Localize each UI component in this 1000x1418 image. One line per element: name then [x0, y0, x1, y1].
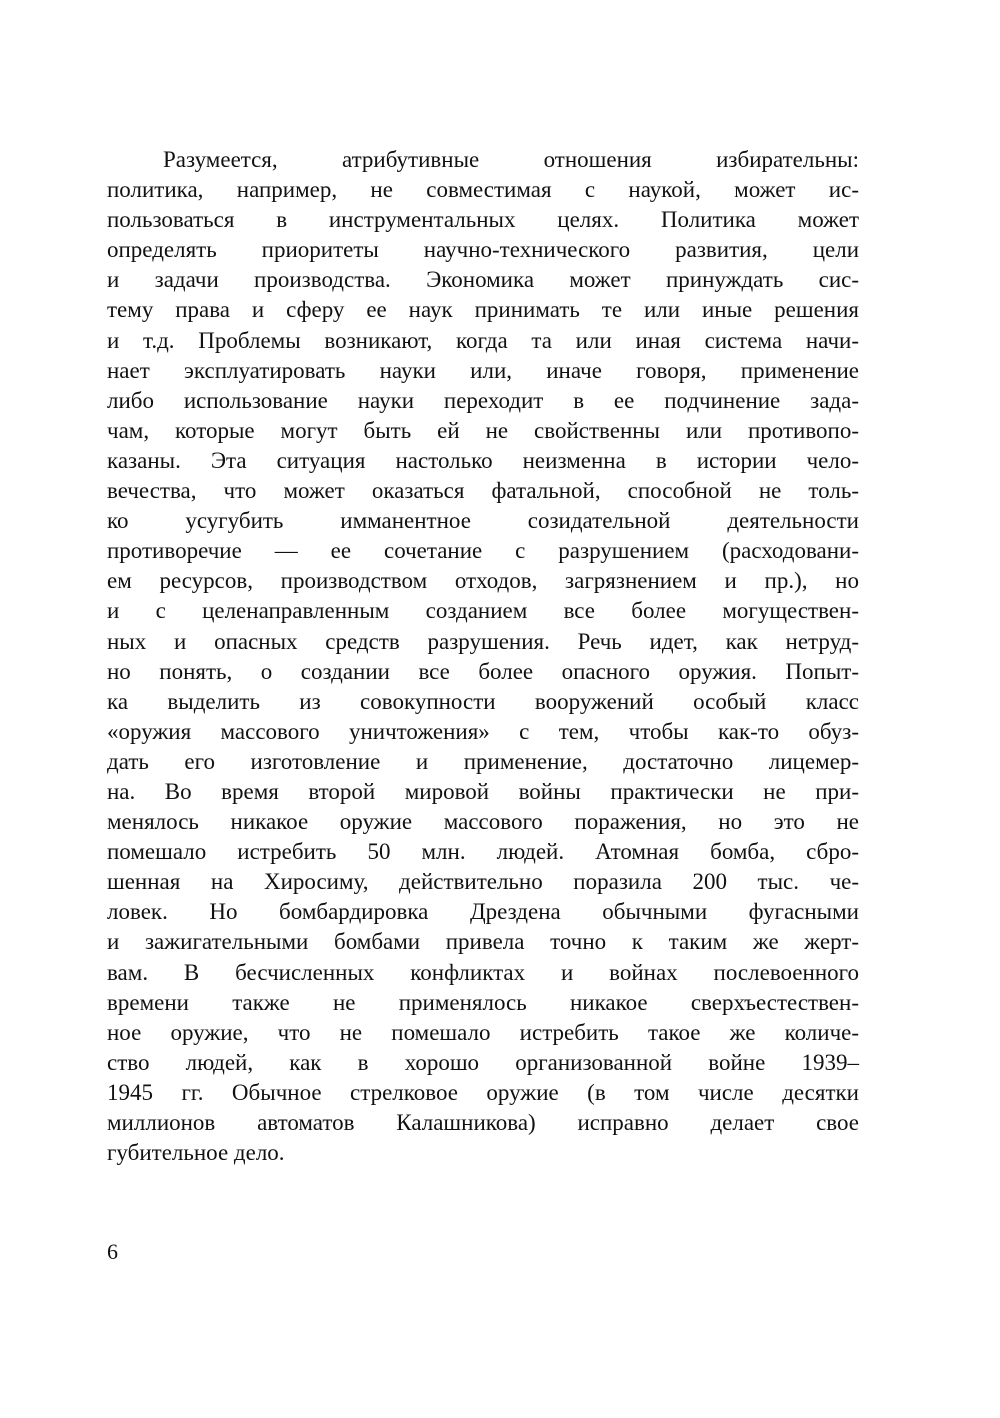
body-paragraph	[107, 145, 859, 1168]
page-number: 6	[107, 1239, 118, 1264]
text-line: ко усугубить имманентное созидательной деятельности	[107, 508, 859, 534]
text-line: миллионов автоматов Калашникова) исправно делает свое	[107, 1110, 859, 1135]
text-line: политика, например, не совместимая с наукой, может ис-	[107, 177, 859, 203]
text-line: ных и опасных средств разрушения. Речь идет, как нетруд-	[107, 628, 859, 654]
text-line: либо использование науки переходит в ее подчинение зада-	[107, 387, 859, 413]
text-line: ка выделить из совокупности вооружений особый класс	[107, 688, 859, 714]
text-line: тему права и сферу ее наук принимать те или иные решения	[107, 297, 859, 323]
text-line: дать его изготовление и применение, достаточно лицемер-	[107, 748, 859, 774]
text-line: казаны. Эта ситуация настолько неизменна в истории чело-	[107, 447, 859, 473]
text-line: ство людей, как в хорошо организованной войне 1939–	[107, 1049, 859, 1075]
text-line: на. Во время второй мировой войны практически не при-	[107, 778, 859, 804]
text-line: ловек. Но бомбардировка Дрездена обычными фугасными	[107, 899, 859, 925]
text-line: нает эксплуатировать науки или, иначе говоря, применение	[107, 357, 859, 383]
text-line: Разумеется, атрибутивные отношения избирательны:	[163, 147, 859, 172]
text-line: помешало истребить 50 млн. людей. Атомная бомба, сбро-	[107, 839, 859, 865]
text-line: губительное дело.	[107, 1140, 285, 1166]
text-line: пользоваться в инструментальных целях. Политика может	[107, 207, 859, 233]
text-line: определять приоритеты научно-технического развития, цели	[107, 237, 859, 263]
text-line: вечества, что может оказаться фатальной, способной не толь-	[107, 478, 859, 504]
text-line: ное оружие, что не помешало истребить такое же количе-	[107, 1019, 859, 1045]
text-line: ем ресурсов, производством отходов, загрязнением и пр.), но	[107, 568, 859, 594]
text-line: времени также не применялось никакое сверхъестествен-	[107, 989, 859, 1015]
text-line: «оружия массового уничтожения» с тем, чтобы как-то обуз-	[107, 718, 859, 744]
text-line: и задачи производства. Экономика может принуждать сис-	[107, 267, 859, 293]
text-line: но понять, о создании все более опасного оружия. Попыт-	[107, 658, 859, 684]
text-line: чам, которые могут быть ей не свойственны или противопо-	[107, 417, 859, 443]
text-line: вам. В бесчисленных конфликтах и войнах послевоенного	[107, 959, 859, 985]
text-line: 1945 гг. Обычное стрелковое оружие (в том числе десятки	[107, 1079, 859, 1105]
text-line: и зажигательными бомбами привела точно к таким же жерт-	[107, 929, 859, 955]
text-line: и с целенаправленным созданием все более могуществен-	[107, 598, 859, 624]
text-line: менялось никакое оружие массового поражения, но это не	[107, 809, 859, 835]
text-line: шенная на Хиросиму, действительно поразила 200 тыс. че-	[107, 869, 859, 895]
text-line: противоречие — ее сочетание с разрушением (расходовани-	[107, 538, 859, 564]
text-line: и т.д. Проблемы возникают, когда та или иная система начи-	[107, 327, 859, 353]
